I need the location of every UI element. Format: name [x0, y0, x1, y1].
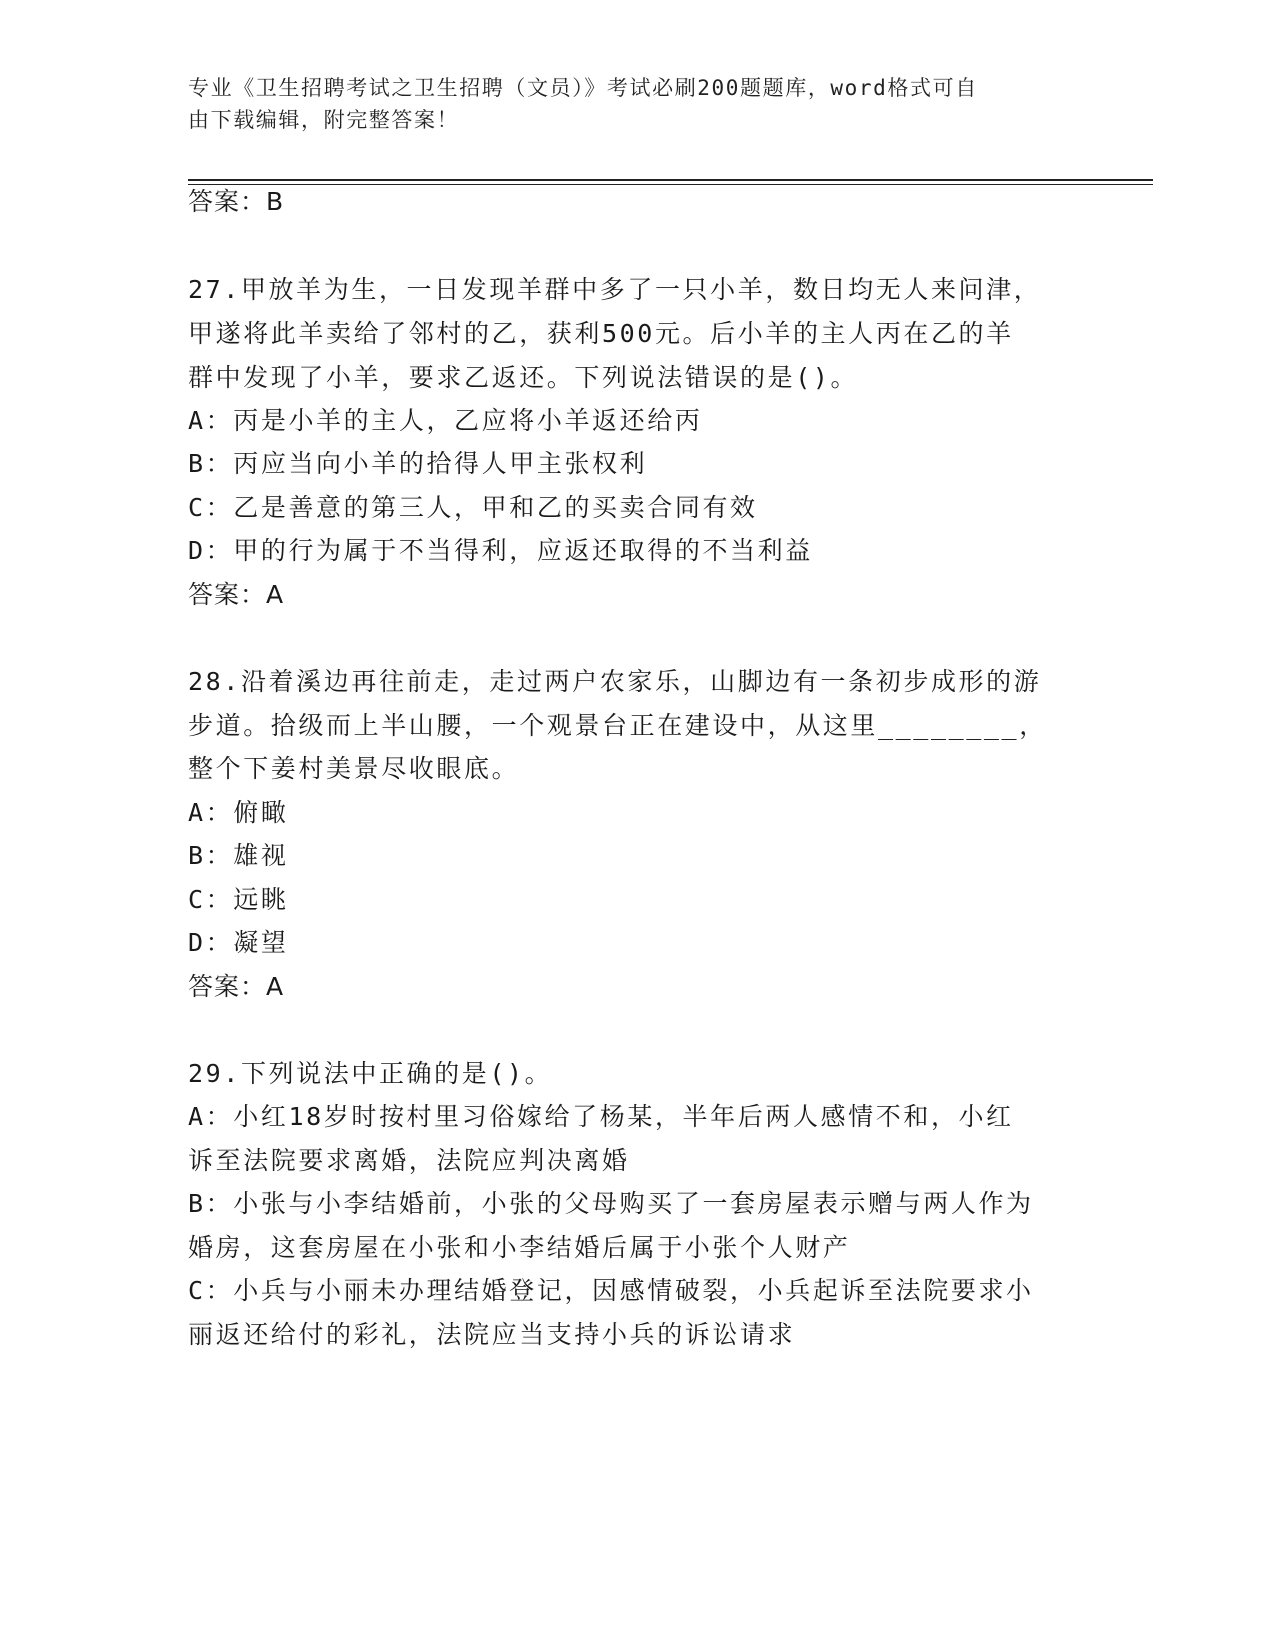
q29-option-b-line-1: B：小张与小李结婚前，小张的父母购买了一套房屋表示赠与两人作为	[188, 1189, 1034, 1218]
q28-option-d: D：凝望	[188, 928, 289, 957]
header-divider-thin	[188, 184, 1153, 185]
q27-stem-line-1: 27.甲放羊为生，一日发现羊群中多了一只小羊，数日均无人来问津，	[188, 275, 1042, 304]
header-divider-thick	[188, 179, 1153, 181]
q29-option-b-line-2: 婚房，这套房屋在小张和小李结婚后属于小张个人财产	[188, 1233, 851, 1262]
q27-answer: 答案：A	[188, 580, 285, 609]
previous-answer: 答案：B	[188, 187, 285, 216]
q29-option-a-line-2: 诉至法院要求离婚，法院应判决离婚	[188, 1146, 630, 1175]
q28-stem-line-1: 28.沿着溪边再往前走，走过两户农家乐，山脚边有一条初步成形的游	[188, 667, 1042, 696]
q27-stem-line-2: 甲遂将此羊卖给了邻村的乙，获利500元。后小羊的主人丙在乙的羊	[188, 319, 1014, 348]
q29-option-c-line-2: 丽返还给付的彩礼，法院应当支持小兵的诉讼请求	[188, 1320, 796, 1349]
q29-stem-line-1: 29.下列说法中正确的是()。	[188, 1059, 553, 1088]
q28-answer: 答案：A	[188, 972, 285, 1001]
header-line-1: 专业《卫生招聘考试之卫生招聘（文员）》考试必刷200题题库，word格式可自	[188, 76, 978, 100]
document-header	[188, 72, 1088, 136]
header-line-2: 由下载编辑，附完整答案！	[188, 108, 460, 132]
q28-option-b: B：雄视	[188, 841, 289, 870]
q27-option-a: A：丙是小羊的主人，乙应将小羊返还给丙	[188, 406, 703, 435]
q29-option-a-line-1: A：小红18岁时按村里习俗嫁给了杨某，半年后两人感情不和，小红	[188, 1102, 1014, 1131]
q27-option-c: C：乙是善意的第三人，甲和乙的买卖合同有效	[188, 493, 758, 522]
q29-option-c-line-1: C：小兵与小丽未办理结婚登记，因感情破裂，小兵起诉至法院要求小	[188, 1276, 1034, 1305]
q27-option-b: B：丙应当向小羊的拾得人甲主张权利	[188, 449, 648, 478]
q28-stem-line-2: 步道。拾级而上半山腰，一个观景台正在建设中，从这里________，	[188, 711, 1047, 740]
q28-option-a: A：俯瞰	[188, 798, 289, 827]
q27-option-d: D：甲的行为属于不当得利，应返还取得的不当利益	[188, 536, 813, 565]
q28-option-c: C：远眺	[188, 885, 289, 914]
q27-stem-line-3: 群中发现了小羊，要求乙返还。下列说法错误的是()。	[188, 363, 859, 392]
q28-stem-line-3: 整个下姜村美景尽收眼底。	[188, 754, 520, 783]
